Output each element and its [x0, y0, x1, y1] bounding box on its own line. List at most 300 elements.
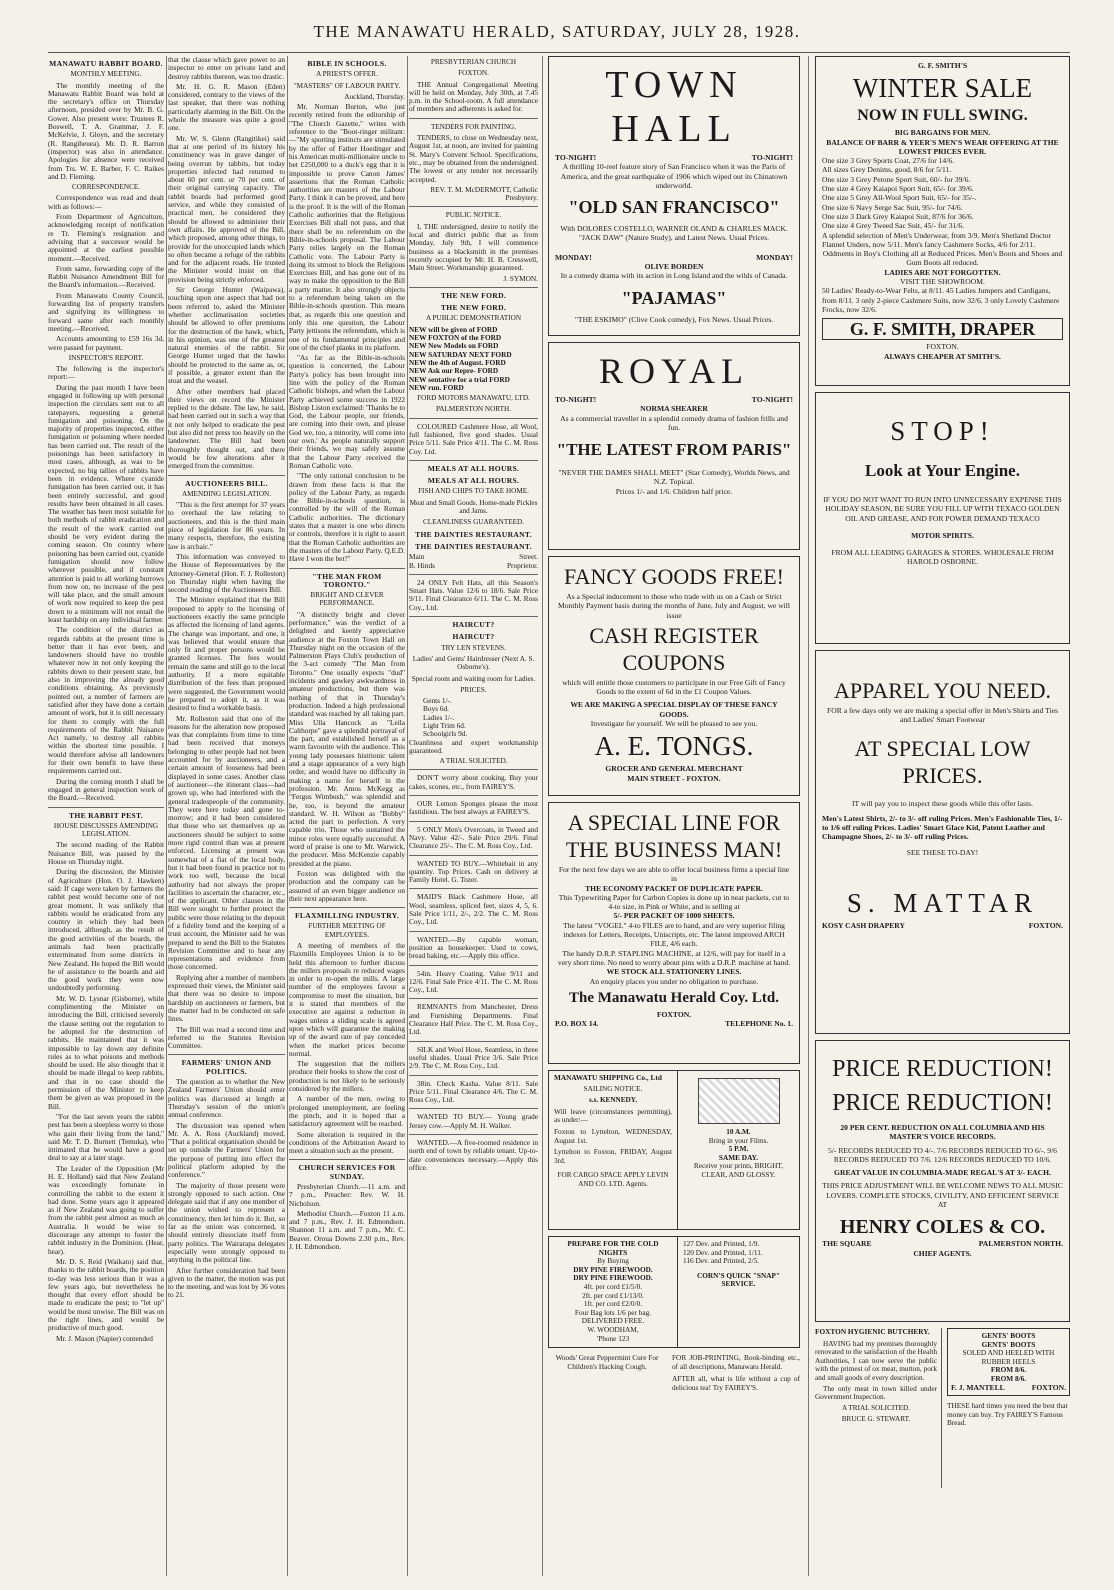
notice-heading: TENDERS FOR PAINTING.	[431, 122, 516, 131]
tonight-right: TO-NIGHT!	[751, 153, 793, 162]
divider	[409, 418, 538, 419]
paragraph: A meeting of members of the Flaxmills Employees Union is to be held this afternoon to further discuss the millers proposals re reduced wages in order to re-open the mills. A large number of the employees favour a compromise to meet the situation, but it is stated that members of the executive are against a reduction in wages unless a sliding scale is agreed upon which will guarantee the making up of the award rate of pay conceded when the market prices become normal.	[289, 940, 405, 1058]
notice: I, THE undersigned, desire to notify the local and district public that as from Monday, July 9th, I will commence business as a blacksmith in the premises recently occupied by Mr. H. B. Cresswell, Main Street. Workmanship guaranteed.	[409, 221, 538, 273]
firewood-line: DELIVERED FREE.	[581, 1316, 645, 1326]
film-blurb: A thrilling 10-reel feature story of San Francisco when it was the Paris of America, and the great earthquake of 1906 which wiped out its Chinatown underworld.	[560, 162, 788, 190]
column-rule	[407, 56, 408, 1576]
tonight-right: TO-NIGHT!	[751, 395, 793, 404]
herald-town: FOXTON.	[656, 1009, 692, 1019]
divider	[289, 568, 405, 569]
subheading: FURTHER MEETING OF EMPLOYEES.	[308, 922, 386, 939]
divider	[409, 998, 538, 999]
ford-line: NEW New Models on FORD	[409, 341, 499, 351]
paragraph: Replying after a number of members expressed their views, the Minister said that there was no desire to impose hardship on auctioneers or farmers, but the matter had to be conducted on safe lines.	[168, 972, 285, 1024]
meals-line: CLEANLINESS GUARANTEED.	[422, 518, 525, 527]
divider	[289, 907, 405, 908]
paragraph: During the discussion, the Minister of Agriculture (Hon. O. J. Hawken) said: If cage were taken by farmers the rabbit pest would become one of not great moment. It was unlikely that rabbits would be eradicated from any country in which they had been introduced, although, as the result of the good activities of the boards, the animals had been practically exterminated from some districts in New Zealand. He hoped the Bill would be of assistance to the boards and aid the good work they were now undoubtedly performing.	[48, 867, 164, 993]
photo-line: Receive your prints, BRIGHT, CLEAR, AND GLOSSY.	[693, 1161, 784, 1179]
haircut-line: Special room and waiting room for Ladies.	[411, 674, 536, 683]
herald-text: The handy D.R.P. STAPLING MACHINE, at 12/6, will pay for itself in a very short time. No need to worry about pins with a D.R.P. machine at hand.	[557, 948, 791, 967]
stop-title: STOP!	[890, 416, 995, 446]
classified: REMNANTS from Manchester, Dress and Furnishing Departments. Final Clearance Half Price. The C. M. Ross Coy., Ltd.	[409, 1002, 538, 1037]
paragraph: The discussion was opened when Mr. A. A. Ross (Auckland) moved, "That a political organisation should be set up outside the Farmers' Union for the purpose of putting into effect the political platform adopted by the conference."	[168, 1120, 285, 1180]
classified: WANTED.—By capable woman, position as housekeeper. Used to cows, bread baking, etc.—Apply this office.	[409, 934, 538, 961]
paragraph: Methodist Church.—Foxton 11 a.m. and 7 p.m., Rev. J. H. Edmondson. Shannon 11 a.m. and 7 p.m., Mr. C. Beaver. Oroua Downs 2.30 p.m., Rev. J. H. Edmondson.	[289, 1208, 405, 1252]
shipping-sub: SAILING NOTICE.	[583, 1084, 643, 1093]
column-4	[409, 56, 538, 1576]
column-rule	[542, 56, 543, 1576]
monday-left: MONDAY!	[555, 252, 592, 262]
ford-line: NEW Ask our Repre- FORD	[409, 366, 499, 376]
tongs-name: A. E. TONGS.	[594, 731, 754, 762]
boots-ad	[947, 1328, 1070, 1488]
divider	[409, 821, 538, 822]
photo-line: 120 Dev. and Printed, 1/11.	[683, 1247, 763, 1257]
monday-right: MONDAY!	[756, 252, 793, 262]
column-rule	[808, 56, 809, 1576]
paragraph: Mr. W. S. Glenn (Rangitikei) said that at one period of its history his constituency was in grave danger of being overrun by rabbits, but today properties infected had returned to about 60 per cent. or 70 per cent. of their original carrying capacity. The rabbit boards had performed good service, and while they consisted of practical men, he considered they should be allowed to administer their own affairs. He approved of the Bill, which proposed, among other things, to provide for the unoccupied lands which so often became a refuge of the rabbits and for the adjacent roads. He trusted the Minister would insist on that provision being strictly enforced.	[168, 133, 285, 284]
film-blurb: As a commercial traveller in a splendid comedy drama of fashion frills and fun.	[560, 413, 788, 432]
firewood-line: PREPARE FOR THE COLD NIGHTS	[567, 1239, 659, 1257]
farmers-union-heading: FARMERS' UNION AND POLITICS.	[181, 1058, 272, 1076]
photo-line: 5 P.M.	[728, 1144, 749, 1154]
ford-line: NEW FOXTON of the FORD	[409, 333, 502, 343]
winter-line: NOW IN FULL SWING.	[857, 107, 1028, 125]
divider	[409, 118, 538, 119]
column-6	[815, 56, 1070, 1576]
firewood-line: DRY PINE FIREWOOD.	[573, 1273, 653, 1283]
haircut-heading: HAIRCUT?	[452, 620, 495, 630]
price-item: Light Trim 6d.	[423, 721, 466, 730]
divider	[168, 475, 285, 476]
stop-text: MOTOR SPIRITS.	[911, 530, 974, 540]
herald-text: The latest "VOGEL" 4-to FILES are to hand, and are very superior filing indexes for Letters, Receipts, Uniscripts, etc. The latest improved ARCH FILE, 4/6 each.	[563, 920, 785, 949]
mattar-shop: KOSY CASH DRAPERY	[822, 921, 905, 931]
ford-heading: THE NEW FORD.	[440, 290, 507, 300]
divider	[409, 855, 538, 856]
prices-heading: PRICES.	[460, 685, 487, 694]
shipping-notice	[549, 1071, 678, 1229]
mantell-town: FOXTON.	[1031, 1382, 1066, 1392]
rabbit-board-heading: MANAWATU RABBIT BOARD.	[49, 59, 163, 68]
ford-subheading: A PUBLIC DEMONSTRATION	[425, 314, 522, 323]
herald-ad	[548, 802, 800, 1064]
paragraph: The monthly meeting of the Manawatu Rabbit Board was held at the secretary's office on Thursday afternoon, presided over by Mr. B. G. Gower. Also present were: Trustees R. Boswell, T. A. Grammar, J. F. McKelvie, J. Gloyn, and the secretary (R. Rangiheuea). Mr. D. R. Barron (inspector) was also in attendance. Apologies for absence were received from Trs. W. E. Barber, F. C. Raikes and D. Fleming.	[48, 80, 164, 181]
paragraph: Foxton was delighted with the production and the company can be assured of an even bigger audience on their next appearance here.	[289, 868, 405, 903]
fancy-text: As a Special inducement to those who trade with us on a Cash or Strict Monthly Payment basis during the months of June, July and August, we will issue	[557, 592, 791, 620]
dainties-heading: THE DAINTIES RESTAURANT.	[415, 529, 532, 539]
herald-text: WE STOCK ALL STATIONERY LINES.	[606, 967, 742, 977]
divider	[48, 807, 164, 808]
address-left: Main	[409, 552, 425, 562]
firewood-line: W. WOODHAM,	[587, 1324, 639, 1334]
paragraph: The following is the inspector's report:—	[48, 364, 164, 382]
mattar-name: S. MATTAR	[846, 888, 1039, 919]
column-2	[168, 56, 285, 1576]
shipping-text: Lyttelton to Foxton, FRIDAY, August 3rd.	[554, 1147, 672, 1165]
coles-agents: CHIEF AGENTS.	[913, 1248, 972, 1258]
haircut-line: TRY LEN STEVENS.	[441, 643, 506, 652]
film-star: OLIVE BORDEN	[644, 262, 704, 272]
price-text: 5/- RECORDS REDUCED TO 4/-. 7/6 RECORDS REDUCED TO 6/-. 9/6 RECORDS REDUCED TO 7/6. 12/6 RECORDS REDUCED TO 10/6.	[828, 1145, 1057, 1164]
divider	[409, 769, 538, 770]
firewood-photo-row	[548, 1236, 800, 1348]
small-ads-row	[548, 1354, 800, 1392]
coles-name: HENRY COLES & CO.	[839, 1216, 1046, 1239]
butcher-ad	[815, 1328, 942, 1488]
auctioneers-heading: AUCTIONEERS BILL.	[185, 478, 268, 488]
paragraph: Presbyterian Church.—11 a.m. and 7 p.m., Preacher: Rev. W. H. Nicholson.	[289, 1182, 405, 1208]
flaxmilling-heading: FLAXMILLING INDUSTRY.	[294, 911, 400, 921]
firewood-line: 2ft. per cord £1/13/0.	[582, 1290, 644, 1300]
winter-item: One size 4 Grey Kaiapoi Sport Suit, 65/- for 39/6.	[822, 184, 974, 194]
winter-line: BALANCE OF BARR & YEER'S MEN'S WEAR OFFERING AT THE LOWEST PRICES EVER.	[826, 137, 1059, 156]
notice: TENDERS, to close on Wednesday next, August 1st, at noon, are invited for painting St. Mary's Convent School. Specifications, etc., may be obtained from the undersigned. The lowest or any tender not necessarily accepted.	[409, 133, 538, 184]
haircut-line: A TRIAL SOLICITED.	[439, 757, 508, 766]
town-hall-ad	[548, 56, 800, 336]
herald-text: This Typewriting Paper for Carbon Copies is done up in neat packets, cut to 4-to size, in Pink or White, and is selling at	[558, 892, 790, 912]
boots-row	[951, 1384, 1066, 1393]
paragraph: A number of the men, owing to prolonged unemployment, are feeling the pinch, and it is hoped that a satisfactory agreement will be reached.	[289, 1094, 405, 1129]
divider	[409, 1108, 538, 1109]
price-item: Gents 1/-.	[423, 696, 452, 706]
herald-telephone: TELEPHONE No. 1.	[725, 1019, 793, 1029]
paragraph: Mr. Norman Burton, who just recently retired from the editorship of "The Church Gazette," writes with reference to the "Boot-ringer militant:—"My sporting instincts are stimulated by the offer of Father Hoedinger and his American multi-millionaire uncle to bet £250,000 to a duck's egg that it is impossible to prove Canon James' assertions that the Roman Catholic authorities are masters of the Labour Party. I think it can be proved, and here is the proof. It is the will of the Roman Catholic authorities that the Religious Exercises Bill shall not pass, and that there shall be no referendum on the Bible-in-schools proposal. The Labour Party relies largely on the Roman Catholic vote. The Labour Party is doing its utmost to block the Religious Exercises Bill, and has gone out of its way to make the opposition to the Bill a party matter. It also strongly objects to a referendum being taken on the Bible-in-schools question. This means that, as regards this one question and only this one question, the Labour Party jettisons the referendum, which is one of its fundamental principles and one of the chief planks in its platform.	[289, 102, 405, 352]
divider	[168, 1054, 285, 1055]
classified: WANTED.—A five-roomed residence in north end of town by reliable tenant. Up-to-date conveniences necessary.—Apply this office.	[409, 1137, 538, 1172]
bible-heading: BIBLE IN SCHOOLS.	[307, 59, 387, 68]
photo-prices	[678, 1237, 799, 1347]
classified: WANTED TO BUY.— Young grade Jersey cow.—Apply M. H. Walker.	[409, 1112, 538, 1130]
photo-line: 127 Dev. and Printed, 1/9.	[683, 1239, 760, 1248]
boots-line: SOLED AND HEELED WITH RUBBER HEELS	[962, 1348, 1055, 1366]
butcher-title: FOXTON HYGIENIC BUTCHERY.	[815, 1327, 930, 1336]
ford-line: NEW run. FORD	[409, 382, 464, 392]
film-title: "THE LATEST FROM PARIS"	[556, 440, 792, 460]
firewood-line: DRY PINE FIREWOOD.	[573, 1264, 653, 1274]
classified: WANTED TO BUY.—Whitebait in any quantity. Top Prices. Cash on delivery at Family Hotel. G. Tozer.	[409, 858, 538, 885]
paragraph: The Bill was read a second time and referred to the Statutes Revision Committee.	[168, 1024, 285, 1051]
shipping-title: MANAWATU SHIPPING Co., Ltd	[554, 1073, 662, 1082]
divider	[409, 460, 538, 461]
fancy-goods-title: FANCY GOODS FREE!	[563, 564, 785, 589]
divider	[409, 1041, 538, 1042]
subheading: INSPECTOR'S REPORT.	[68, 353, 144, 362]
photo-line: CORN'S QUICK "SNAP" SERVICE.	[696, 1270, 781, 1289]
herald-text: 5/- PER PACKET OF 1000 SHEETS.	[613, 911, 735, 921]
paragraph: The Minister explained that the Bill proposed to apply to the licensing of auctioneers exactly the same principle as affected the licensing of land agents. The change was important, and one, it was believed that would ensure that only fit and proper persons would be granted licenses. The fees would remain the same and still go to the local authority. If a more equitable distribution of the fees than proposed were suggested, the Government would be prepared to adopt it, as it was desired to find a workable basis.	[168, 595, 285, 713]
coles-ad	[815, 1040, 1070, 1322]
firewood-line: 'Phone 123	[596, 1333, 630, 1343]
signature: REV. T. M. McDERMOTT, Catholic Presbytery.	[430, 184, 538, 203]
herald-title: A SPECIAL LINE FOR THE BUSINESS MAN!	[565, 810, 783, 862]
address-right: Street.	[519, 552, 538, 562]
winter-item: One size 3 Grey Petone Sport Suit, 60/- for 39/6.	[822, 174, 971, 184]
ford-line: NEW SATURDAY NEXT FORD	[409, 349, 512, 359]
divider	[409, 965, 538, 966]
paragraph: The condition of the district as regards rabbits at the present time is better than it has ever been, and landowners should have no trouble whatever now in not only keeping the rabbits down to their present state, but also in improving the already good conditions obtaining. As previously pointed out, a number of farmers are satisfied after they have done a certain amount of work, but it is still necessary for them to comply with the full requirements of the Rabbit Nuisance Act namely, to destroy all rabbits within the shortest time possible. I would therefore advise all landowners for their own benefit to have these requirements carried out.	[48, 625, 164, 776]
boots-line: GENTS' BOOTS	[981, 1339, 1036, 1349]
meals-line: Meat and Small Goods. Home-made Pickles and Jams.	[409, 498, 538, 516]
film-blurb: In a comedy drama with its action in Long Island and the wilds of Canada.	[560, 271, 788, 281]
town-hall-title: TOWN HALL	[605, 64, 743, 150]
fancy-text: which will entitle those customers to participate in our Free Gift of Fancy Goods to the extent of 6d in the £1 Coupon Values.	[562, 677, 786, 697]
mattar-town: FOXTON.	[1028, 921, 1063, 931]
divider	[409, 206, 538, 207]
shipping-photo-row	[548, 1070, 800, 1230]
divider	[409, 1075, 538, 1076]
price-title: PRICE REDUCTION!	[832, 1090, 1053, 1116]
divider	[289, 1159, 405, 1160]
paragraph: Accounts amounting to £59 16s 3d, were passed for payment.	[48, 334, 164, 352]
winter-line: A splendid selection of Men's Underwear, from 3/9. Men's Shetland Doctor Flannel Unders, now 5/11. Men's fancy Cashmere Socks, 4/6 for 2/11.	[822, 230, 1051, 249]
film-support: "NEVER THE DAMES SHALL MEET" (Star Comedy), Worlds News, and N.Z. Topical.	[558, 468, 790, 487]
winter-line: FOXTON.	[926, 342, 959, 352]
boots-box	[947, 1328, 1070, 1396]
divider	[409, 616, 538, 617]
paragraph: During the coming month I shall be engaged in general inspection work of the Board.—Received.	[48, 776, 164, 803]
butcher-boots-row	[815, 1328, 1070, 1488]
coupons-title: CASH REGISTER COUPONS	[589, 622, 759, 675]
column-5	[548, 56, 800, 1576]
winter-sale-title: WINTER SALE	[852, 73, 1033, 104]
column-rule	[166, 56, 167, 1576]
proprietor-name: B. Hinds	[409, 560, 435, 570]
haircut-heading: HAIRCUT?	[452, 632, 495, 642]
subheading: MONTHLY MEETING.	[70, 70, 142, 79]
royal-title: ROYAL	[598, 351, 749, 391]
boots-line: GENTS' BOOTS	[981, 1331, 1036, 1340]
winter-item: One size 5 Grey All-Wool Sport Suit, 65/- for 35/-.	[822, 193, 977, 203]
butcher-text: HAVING had my premises thoroughly renovated to the satisfaction of the Health Authorities, I can now serve the public with the primest of ox meat, mutton, pork and small goods of every description.	[815, 1338, 937, 1382]
film-prices: Prices 1/- and 1/6. Children half price.	[615, 486, 733, 496]
signature: J. SYMON.	[503, 273, 538, 283]
tongs-line: GROCER AND GENERAL MERCHANT	[605, 764, 743, 774]
apparel-text: FOR a few days only we are making a special offer in Men's Shirts and Ties and Ladies' Smart Footwear	[827, 706, 1058, 725]
winter-sale-ad	[815, 56, 1070, 386]
photo-ad	[678, 1071, 799, 1229]
firewood-ad	[549, 1237, 678, 1347]
paragraph: From Manawatu County Council, forwarding list of property transfers and signifying its willingness to forward same after each monthly meeting.—Received.	[48, 290, 164, 333]
paragraph: Mr. Rolleston said that one of the reasons for the alteration now proposed was that complaints from time to time had been received that moneys belonging to other people had not been accounted for by auctioneers, and a certain amount of looseness had been displayed in some cases. Another class of auctioneer—the itinerant class—had grown up, who had interfered with the general tradespeople of the community. They were here today and gone to-morrow; and it had been considered that those who set themselves up as auctioneers should be subject to some more rigid control than was at present enforced. Licensing at present was somewhat of a fiat of the local body, but it had been found in practice not to work too well, because the local authority had not always the proper facilities to ascertain the character, etc., of the applicant. Other clauses in the Bill were sought to further protect the public were those relating to the deposit of a fidelity bond and the keeping of a trust account, the Minister said he was prepared to send the Bill to the Statutes Revision Committee and to hear any representations and evidence from those concerned.	[168, 713, 285, 972]
paragraph: "This is the first attempt for 37 years to overhaul the law relating to auctioneers, and this is the third main piece of legislation for 86 years. In many respects, therefore, the existing law is archaic."	[168, 500, 285, 551]
proprietor-label: Proprietor.	[506, 560, 538, 570]
ford-line: NEW will be given of FORD	[409, 324, 498, 334]
winter-line: VISIT THE SHOWROOM.	[900, 277, 985, 287]
coles-row	[822, 1239, 1063, 1248]
paragraph: From Department of Agriculture, acknowledging receipt of notification re Tr. Fleming's resignation and advising that a successor would be appointed at the earliest possible moment.—Received.	[48, 212, 164, 263]
meals-line: FISH AND CHIPS TO TAKE HOME.	[418, 487, 529, 496]
ford-line: NEW the 4th of August. FORD	[409, 357, 506, 367]
winter-item: One size 6 Navy Serge Sac Suit, 95/- for 74/6.	[822, 202, 963, 212]
fancy-text: Investigate for yourself. We will be pleased to see you.	[590, 719, 758, 729]
paragraph: Mr. W. D. Lysnar (Gisborne), while complimenting the Minister on introducing the Bill, criticised severely the clause setting out the regulation to be adopted for the destruction of rabbits. He maintained that it was impossible to lay down any definite rules as to what poisons and methods should be used. He also thought that it should be made illegal to keep rabbits, and that in no case should the permission of the Minister to keep them be given as was proposed in the Bill.	[48, 993, 164, 1111]
paragraph: "As far as the Bible-in-schools question is concerned, the Labour Party's policy has been brought into line with the policy of the Roman Catholic bishops, and when the Labour Party achieved some success in 1922 Bishop Liston exclaimed: 'Thanks be to God, the Labour people, our friends, are coming into their own, and please God we, too, a minority, will come into our own.' As people naturally support their friends, we may safely assume that the Labour Party received the Roman Catholic vote.	[289, 353, 405, 470]
photo-line: SAME DAY.	[718, 1152, 759, 1162]
tonight-row	[555, 395, 793, 404]
paragraph: "A distinctly bright and clever performance," was the verdict of a delighted and keenly appreciative audience at the Foxton Town Hall on Thursday night on the occasion of the Palmerston Plays Club's production of the 3-act comedy "The Man from Toronto." One usually expects "dud" incidents and gawkey awkwardness in amateur productions, but there was nothing of that in Thursday's production. Indeed a high professional standard was reached by all taking part. Miss Ulla Hancock as "Leila Calthorpe" gave a splendid portrayal of the part, and established herself as a warm favourite with the audience. This young lady possesses histrionic talent and a stage appearance of a very high order, and would have no difficulty in making a name for herself in the profession. Mr. Amos McKegg as "Fergus Wimbush," was splendid and he, too, is beyond the amateur standard. W. H. Wilson as "Bobby" acted the part to perfection. A very capable trio. Those who sustained the minor roles were equally successful. A word of praise is one to Mr. Warwick, the producer. Miss McKenzie capably presided at the piano.	[289, 609, 405, 868]
price-text: 20 PER CENT. REDUCTION ON ALL COLUMBIA AND HIS MASTER'S VOICE RECORDS.	[840, 1123, 1045, 1142]
shipping-text: Foxton to Lyttelton, WEDNESDAY, August 1st.	[554, 1126, 672, 1145]
price-item: Ladies 1/-.	[423, 712, 455, 722]
classified: 54in. Heavy Coating. Value 9/11 and 12/6. Final Sale Price 4/11. The C. M. Ross Coy., Ltd.	[409, 968, 538, 995]
film-cast: With DOLORES COSTELLO, WARNER OLAND & CHARLES MACK. "JACK DAW" (Nature Study), and Latest News. Usual Prices.	[560, 224, 788, 243]
smith-name: G. F. SMITH, DRAPER	[822, 318, 1063, 340]
column-rule	[287, 56, 288, 1576]
apparel-text: Men's Latest Shirts, 2/- to 3/- off ruling Prices. Men's Fashionable Ties, 1/- to 1/6 off ruling Prices. Ladies' Smart Glace Kid, Patent Leather and Champagne Shoes, 2/- to 3/- off ruling Prices.	[822, 813, 1063, 842]
rabbit-pest-heading: THE RABBIT PEST.	[69, 810, 143, 820]
firewood-line: By Buying	[597, 1256, 629, 1266]
stop-text: FROM ALL LEADING GARAGES & STORES. WHOLESALE FROM HAROLD OSBORNE.	[831, 548, 1054, 567]
classified: OUR Lemon Sponges please the most fastidious. The best always at FAIREY'S.	[409, 799, 538, 817]
classified: DON'T worry about cooking. Buy your cakes, scones, etc., from FAIREY'S.	[409, 773, 538, 791]
divider	[409, 795, 538, 796]
classified: 5 ONLY Men's Overcoats, in Tweed and Navy. Value 42/-. Sale Price 29/6. Final Clearance 25/-. The C. M. Ross Coy., Ltd.	[409, 824, 538, 851]
winter-line: LADIES ARE NOT FORGOTTEN.	[884, 267, 1001, 277]
photo-line: 116 Dev. and Printed, 2/5.	[683, 1256, 760, 1266]
tonight-left: TO-NIGHT!	[555, 153, 597, 162]
herald-text: An enquiry places you under no obligation to purchase.	[589, 976, 759, 986]
monday-row	[555, 253, 793, 262]
church-services-heading: CHURCH SERVICES FOR SUNDAY.	[298, 1163, 396, 1181]
butcher-text: A TRIAL SOLICITED.	[841, 1403, 911, 1412]
paragraph: that the clause which gave power to an inspector to enter on private land and destroy rabbits thereon, was too drastic.	[168, 56, 285, 81]
classified: 38in. Check Kasha. Value 8/11. Sale Price 5/11. Final Clearance 4/6. The C. M. Ross Coy., Ltd.	[409, 1078, 538, 1105]
boots-line: FROM 8/6.	[990, 1365, 1027, 1375]
paragraph: "For the last seven years the rabbit pest has been a sleepless worry to those who gain their living from the land," said Mr. T. D. Burnett (Temuka), who intimated that he would have a good deal to say at a later stage.	[48, 1111, 164, 1163]
paragraph: The second reading of the Rabbit Nuisance Bill, was passed by the House on Thursday night.	[48, 840, 164, 867]
herald-text: For the next few days we are able to offer local business firms a special line in	[558, 865, 790, 884]
coles-town: PALMERSTON NORTH.	[978, 1239, 1063, 1249]
notice: THE Annual Congregational Meeting will be held on Monday, July 30th, at 7.45 p.m. in the School-room. A full attendance of members and adherents is asked for.	[409, 79, 538, 114]
mantell-name: F. J. MANTELL	[951, 1382, 1005, 1392]
subheading: CORRESPONDENCE.	[71, 183, 141, 192]
fancy-text: WE ARE MAKING A SPECIAL DISPLAY OF THESE FANCY GOODS.	[570, 700, 778, 719]
paragraph: Sir George Hunter (Waipawa), touching upon one aspect that had not been referred to, asked the Minister whether acclimatisation societies should be allowed to offer premiums for the destruction of the hawk, which, in his opinion, was one of the greatest natural enemies of the rabbit. Sir George Hunter urged that the hawks should be protected to the same as, or, if possible, a greater extent than the stoat and the weasel.	[168, 285, 285, 386]
tongs-ad	[548, 556, 800, 796]
masthead: THE MANAWATU HERALD, SATURDAY, JULY 28, 1928.	[313, 22, 801, 41]
paragraph: Mr. J. Mason (Napier) contended	[56, 1333, 153, 1343]
price-text: THIS PRICE ADJUSTMENT WILL BE WELCOME NEWS TO ALL MUSIC LOVERS. COMPLETE STOCKS, CIVILITY, AND EFFICIENT SERVICE AT	[822, 1181, 1063, 1210]
paragraph: From same, forwarding copy of the Rabbit Nuisance Amendment Bill for the Board's information.—Received.	[48, 263, 164, 290]
paragraph: The majority of those present were strongly opposed to such action. One delegate said that if any one member of the union wished to represent a constituency, then let him do it. But, so far as the union was concerned, it should entirely dissociate itself from party politics. The Wairarapa delegates especially were strongly opposed to anything in the political line.	[168, 1180, 285, 1265]
winter-item: One size 3 Dark Grey Kaiapoi Suit, 87/6 for 36/6.	[822, 211, 974, 221]
toronto-heading: "THE MAN FROM TORONTO."	[312, 571, 382, 589]
column-3	[289, 56, 405, 1576]
notice-heading: PRESBYTERIAN CHURCH	[430, 58, 517, 66]
column-1	[48, 56, 164, 1576]
haircut-line: Ladies' and Gents' Hairdresser (Next A. S. Osborne's).	[412, 654, 535, 672]
price-item: Boys 6d.	[423, 704, 449, 714]
ford-heading: THE NEW FORD.	[440, 303, 507, 313]
paragraph: Some alteration is required in the conditions of the Arbitration Award to meet a situation such as the present.	[289, 1129, 405, 1156]
dainties-heading: THE DAINTIES RESTAURANT.	[415, 541, 532, 551]
mattar-row	[822, 921, 1063, 930]
herald-text: THE ECONOMY PACKET OF DUPLICATE PAPER.	[585, 883, 763, 893]
classified: MAID'S Black Cashmere Hose, all Wool, seamless, spliced feet, sizes 4, 5, 6. Sale Price 1/11, 2/-, 2/2. The C. M. Ross Coy., Ltd.	[409, 892, 538, 927]
proprietor-row	[409, 562, 538, 570]
royal-ad	[548, 342, 800, 550]
notice-subheading: FOXTON.	[458, 69, 489, 78]
firewood-line: Four Bag lots 1/6 per bag.	[574, 1307, 652, 1317]
paragraph: After further consideration had been given to the matter, the motion was put to the meeting, and was lost by 36 votes to 21.	[168, 1265, 285, 1300]
divider	[409, 287, 538, 288]
winter-line: ALWAYS CHEAPER AT SMITH'S.	[884, 351, 1001, 361]
firewood-line: 4ft. per cord £1/5/0.	[583, 1281, 643, 1291]
butcher-text: The only meat in town killed under Government Inspection.	[815, 1383, 937, 1402]
classified: 24 ONLY Felt Hats, all this Season's Smart Hats. Value 12/6 to 18/6. Sale Price 9/11. Final Clearance 6/11. The C. M. Ross Coy., Ltd.	[409, 577, 538, 612]
coles-address: THE SQUARE	[822, 1239, 872, 1249]
classified: COLOURED Cashmere Hose, all Wool, full fashioned, five good shades. Usual Price 5/11. Sale Price 4/11. The C. M. Ross Coy. Ltd.	[409, 421, 538, 456]
subheading: AMENDING LEGISLATION.	[181, 489, 272, 498]
winter-line: 50 Ladies' Ready-to-Wear Felts, at 8/11. 45 Ladies Jumpers and Cardigans, from 8/11. 3 only 2-piece Cashmere Suits, now 32/6. 3 only Lovely Cashmere Frocks, now 32/6.	[822, 286, 1060, 314]
ford-line: NEW sentative for a trial FORD	[409, 374, 510, 384]
divider	[409, 574, 538, 575]
stop-sub: Look at Your Engine.	[865, 461, 1020, 480]
paragraph: Mr. H. G. R. Mason (Eden) considered, contrary to the views of the last speaker, that there was nothing particularly alarming in the Bill. On the whole the measure was quite a good one.	[168, 81, 285, 133]
ship-name: s.s. KENNEDY.	[588, 1096, 638, 1105]
subheading: BRIGHT AND CLEVER PERFORMANCE.	[310, 591, 384, 608]
stop-text: IF YOU DO NOT WANT TO RUN INTO UNNECESSARY EXPENSE THIS HOLIDAY SEASON, BE SURE YOU FILL UP WITH TEXACO GOLDEN OIL AND GREASE, AND FOR POWER DEMAND TEXACO	[823, 495, 1062, 523]
film-star: NORMA SHEARER	[640, 404, 708, 414]
divider	[409, 1134, 538, 1135]
paragraph: Mr. D. S. Reid (Waikato) said that, thanks to the rabbit boards, the position to-day was less serious than it was a few years ago, but nevertheless he thought that every effort should be made to eradicate the pest; to "let up" would be most unwise. The Bill was on the right lines, and would be productive of much good.	[48, 1256, 164, 1333]
paragraph: The question as to whether the New Zealand Farmers' Union should enter politics was discussed at length at Thursday's session of the union's annual conference.	[168, 1077, 285, 1120]
herald-name: The Manawatu Herald Coy. Ltd.	[568, 989, 779, 1006]
classified: SILK and Wool Hose, Seamless, in three useful shades. Usual Price 3/6. Sale Price 2/9. The C. M. Ross Coy., Ltd.	[409, 1044, 538, 1071]
apparel-text: SEE THESE TO-DAY!	[906, 847, 979, 857]
paragraph: "The only rational conclusion to be drawn from these facts is that the policy of the Labour Party, as regards the Bible-in-schools question, is controlled by the will of the Roman Catholic authorities. The dictionary states that a master is one who directs or controls, therefore it is right to assert that the Roman Catholic authorities are the masters of the Labour Party. Q.E.D. Have I won the bet?"	[289, 471, 405, 564]
winter-item: One size 4 Grey Tweed Sac Suit, 45/- for 31/6.	[822, 221, 965, 231]
paragraph: Correspondence was read and dealt with as follows:—	[48, 193, 164, 211]
texaco-ad	[815, 392, 1070, 644]
paragraph: This information was conveyed to the House of Representatives by the Attorney-General (Hon. F. J. Rolleston) on Thursday night when having the second reading of the Auctioneers Bill.	[168, 551, 285, 595]
paragraph: The suggestion that the millers produce their books to show the cost of production is not likely to be seriously considered by the millers.	[289, 1059, 405, 1094]
firewood-line: 1ft. per cord £2/0/0.	[583, 1299, 643, 1309]
shipping-text: Will leave (circumstances permitting), as under:—	[554, 1106, 672, 1125]
paragraph: After other members had placed their views on record the Minister replied to the debate. The law, he said, had been carried out in such a way that it not only helped to eradicate the pest but also did not press too heavily on the landowner. The Bill had been thoroughly thought out, and there would be few alterations after it emerged from the committee.	[168, 386, 285, 471]
ford-town: PALMERSTON NORTH.	[435, 405, 512, 414]
shipping-agents: FOR CARGO SPACE APPLY LEVIN AND CO. LTD. Agents.	[557, 1171, 669, 1188]
subheading: "MASTERS" OF LABOUR PARTY.	[293, 81, 401, 90]
photo-line: 10 A.M.	[726, 1127, 751, 1136]
price-item: Schoolgirls 9d.	[423, 729, 468, 739]
winter-line: BIG BARGAINS FOR MEN.	[894, 128, 991, 138]
tonight-row	[555, 153, 793, 162]
haircut-line: Cleanliness and expert workmanship guaranteed.	[409, 737, 538, 755]
paragraph: During the past month I have been engaged in following up with personal inspection the circulars sent out to all ratepayers, requesting a general fumigation and poisoning. On the majority of properties inspected, either fumigation or poisoning where needed has been carried out. The result of the poisonings has been satisfactory in most cases, although, as was to be expected, no big tallies of rabbits have been in evidence. Where cyanide fumigation has been carried out, it has been entirely successful, and good results have been obtained in all cases. The weather has been most suitable for both methods of rabbit eradication and the result of the work carried out should be very evident during the coming season. On country where poisoning has been carried out, cyanide fumigation should now follow wherever possible, and if constant attention is paid to all working burrows from now on, no increase of the pest will take place, and the small amount of work now required to keep the pest down to a minimum will not entail the least hardship on any individual farmer.	[48, 382, 164, 624]
boots-line: FROM 8/6.	[990, 1373, 1027, 1383]
price-text: GREAT VALUE IN COLUMBIA-MADE REGAL'S AT 3/- EACH.	[834, 1168, 1051, 1178]
apparel-text: IT will pay you to inspect these goods while this offer lasts.	[851, 798, 1034, 808]
notice-heading: PUBLIC NOTICE.	[445, 211, 502, 220]
photo-line: Bring in your Films.	[708, 1135, 769, 1145]
herald-pobox: P.O. BOX 14.	[555, 1019, 599, 1029]
film-title: "PAJAMAS"	[621, 287, 727, 308]
masthead-rule	[48, 52, 1070, 53]
fairey-bread-ad: THESE hard times you need the best that money can buy. Try FAIREY'S Famous Bread.	[947, 1401, 1068, 1428]
paragraph: The Leader of the Opposition (Mr H. E. Holland) said that New Zealand was exceedingly fortunate in controlling the rabbit to the extent it had done. Some years ago it appeared as if New Zealand was going to suffer from the rabbit pest almost as much as Australia. It would be wise to discourage any attempt to foster the rabbit industry in the Dominion. (Hear, hear).	[48, 1163, 164, 1256]
apparel-title: APPAREL YOU NEED.	[834, 678, 1051, 703]
subheading: A PRIEST'S OFFER.	[316, 70, 378, 79]
tongs-line: MAIN STREET - FOXTON.	[627, 773, 721, 783]
fairey-tea-ad: AFTER all, what is life without a cup of delicious tea! Try FAIREY'S.	[672, 1374, 800, 1392]
tonight-left: TO-NIGHT!	[555, 395, 597, 404]
job-printing-ad: FOR JOB-PRINTING, Book-binding etc., of all descriptions, Manawatu Herald.	[672, 1353, 800, 1371]
meals-heading: MEALS AT ALL HOURS.	[427, 463, 520, 473]
winter-line: G. F. SMITH'S	[917, 61, 968, 70]
film-title: "OLD SAN FRANCISCO"	[568, 197, 780, 218]
